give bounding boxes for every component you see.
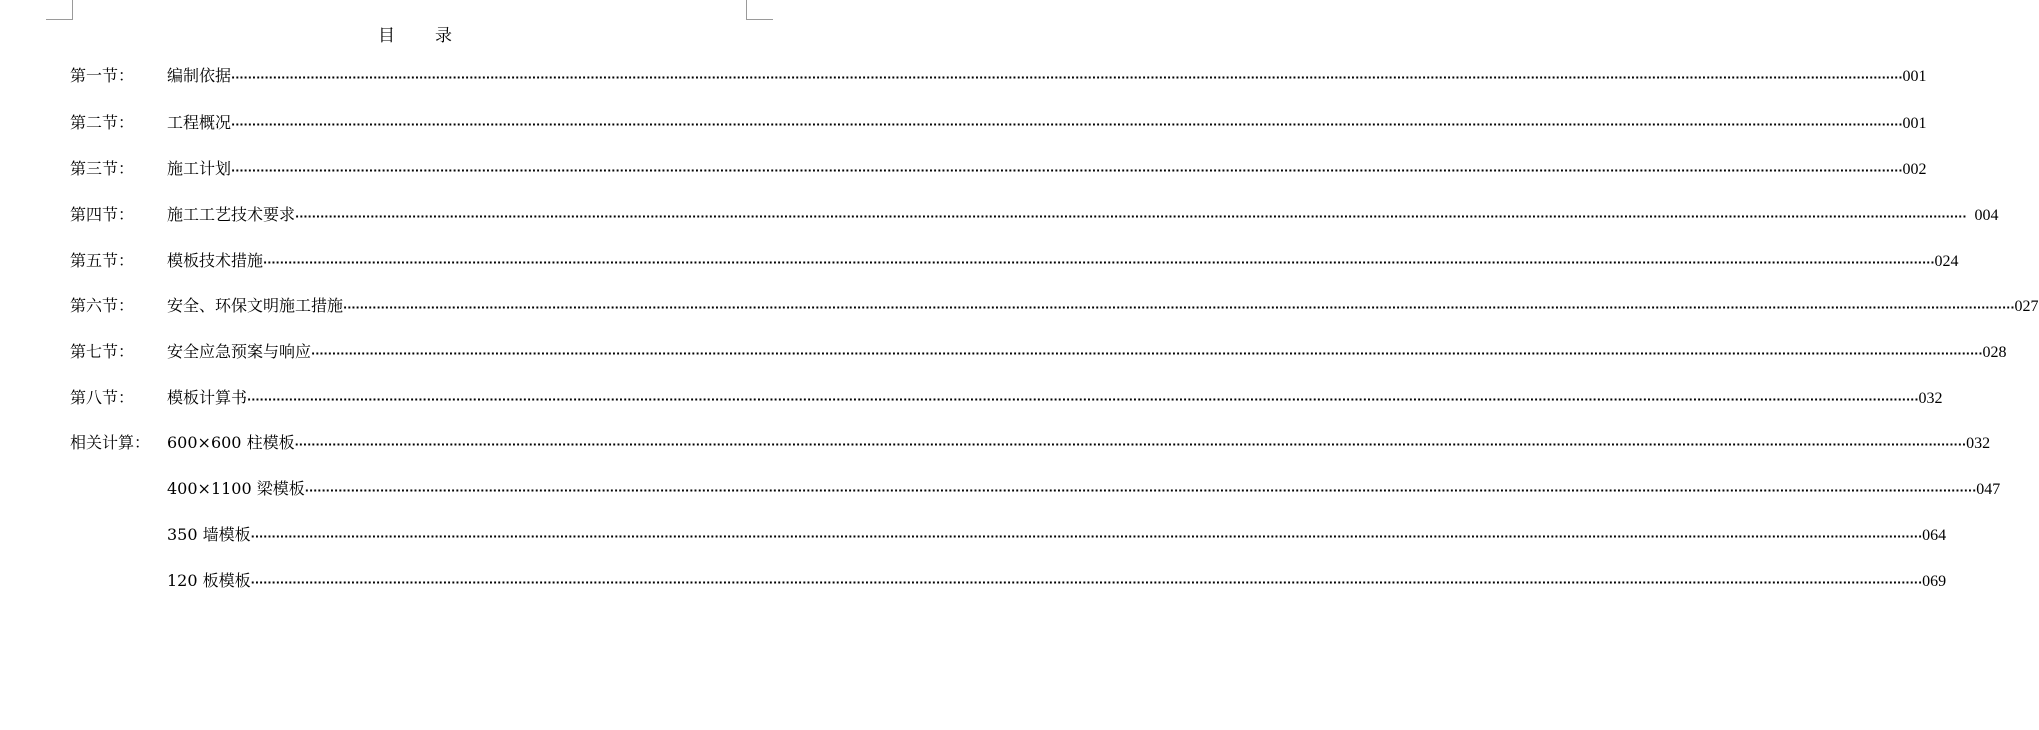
crop-mark-left [46, 0, 73, 20]
dot-leader: ················································································································································································································································································································································································································ [231, 71, 1903, 84]
toc-entry-section: 相关计算： [70, 433, 151, 452]
dot-leader: ················································································································································································································································································································································································································ [231, 118, 1903, 131]
dot-leader: ················································································································································································································································································································································································································ [247, 393, 1919, 406]
dot-leader: ················································································································································································································································································································································································································ [263, 256, 1935, 269]
dot-leader: ················································································································································································································································································································································································································ [294, 438, 1967, 451]
toc-entry-page: 032 [1918, 390, 1943, 407]
toc-entry[interactable] [0, 386, 1943, 410]
toc-entry-section: 第七节： [70, 342, 135, 361]
toc-entry[interactable] [0, 157, 1927, 181]
toc-entry-section: 第三节： [70, 159, 135, 178]
toc-entry-section: 第八节： [70, 388, 135, 407]
toc-entry-page: 064 [1922, 527, 1947, 544]
dot-leader: ················································································································································································································································································································································································································ [343, 301, 2015, 314]
toc-entry[interactable] [0, 249, 1959, 273]
dot-leader: ················································································································································································································································································································································································································ [311, 347, 1983, 360]
toc-entry-page: 001 [1902, 115, 1927, 132]
toc-entry-section: 第四节： [70, 205, 135, 224]
toc-entry[interactable] [0, 203, 1999, 227]
toc-entry[interactable] [0, 340, 2007, 364]
toc-entry-section: 第六节： [70, 296, 135, 315]
toc-entry-section: 第五节： [70, 251, 135, 270]
toc-entry-section: 第二节： [70, 113, 135, 132]
toc-entry-line [167, 569, 1947, 595]
toc-entry-title: 400×1100 梁模板 [167, 479, 305, 498]
toc-entry-page: 002 [1902, 161, 1927, 178]
toc-entry-line [167, 340, 2007, 366]
toc-entry-title: 350 墙模板 [167, 525, 251, 544]
toc-entry[interactable] [0, 111, 1927, 135]
toc-entry-line [167, 523, 1947, 549]
toc-entry-page: 027 [2014, 298, 2039, 315]
toc-entry-line [167, 111, 1927, 137]
toc-entry-line [167, 203, 1999, 229]
toc-entry-page: 004 [1974, 207, 1999, 224]
toc-entry-title: 模板技术措施 [167, 251, 264, 270]
toc-entry[interactable] [0, 569, 1947, 593]
dot-leader: ················································································································································································································································································································································································································ [231, 164, 1903, 177]
dot-leader: ················································································································································································································································································································································································································ [250, 576, 1923, 589]
toc-entry-page: 024 [1934, 253, 1959, 270]
toc-entry-title: 编制依据 [167, 66, 232, 85]
toc-entry-page: 028 [1982, 344, 2007, 361]
toc-title: 目 录 [378, 26, 454, 46]
toc-entry-line [167, 249, 1959, 275]
toc-entry-page: 047 [1976, 481, 2001, 498]
toc-entry-line [167, 431, 1991, 457]
toc-entry-title: 施工工艺技术要求 [167, 205, 296, 224]
toc-entry[interactable] [0, 64, 1927, 88]
toc-entry-line [167, 157, 1927, 183]
toc-entry-section: 第一节： [70, 66, 135, 85]
toc-entry-page: 069 [1922, 573, 1947, 590]
toc-entry-line [167, 386, 1943, 412]
toc-entry[interactable] [0, 294, 2039, 318]
toc-entry-title: 施工计划 [167, 159, 232, 178]
toc-entry-title: 工程概况 [167, 113, 232, 132]
toc-entry-page: 001 [1902, 68, 1927, 85]
toc-entry-page: 032 [1966, 435, 1991, 452]
toc-entry-title: 120 板模板 [167, 571, 251, 590]
toc-entry-line [167, 64, 1927, 90]
toc-entry-line [167, 477, 2001, 503]
toc-entry[interactable] [0, 523, 1947, 547]
toc-entry-title: 600×600 柱模板 [167, 433, 295, 452]
toc-entry-title: 安全、环保文明施工措施 [167, 296, 344, 315]
toc-entry-title: 模板计算书 [167, 388, 248, 407]
toc-entry[interactable] [0, 477, 2001, 501]
toc-entry-line [167, 294, 2039, 320]
dot-leader: ················································································································································································································································································································································································································ [304, 484, 1977, 497]
dot-leader: ················································································································································································································································································································································································································ [250, 530, 1923, 543]
toc-entry[interactable] [0, 431, 1991, 455]
dot-leader: ················································································································································································································································································································································································································ [295, 210, 1967, 223]
toc-entry-title: 安全应急预案与响应 [167, 342, 312, 361]
crop-mark-right [746, 0, 773, 20]
